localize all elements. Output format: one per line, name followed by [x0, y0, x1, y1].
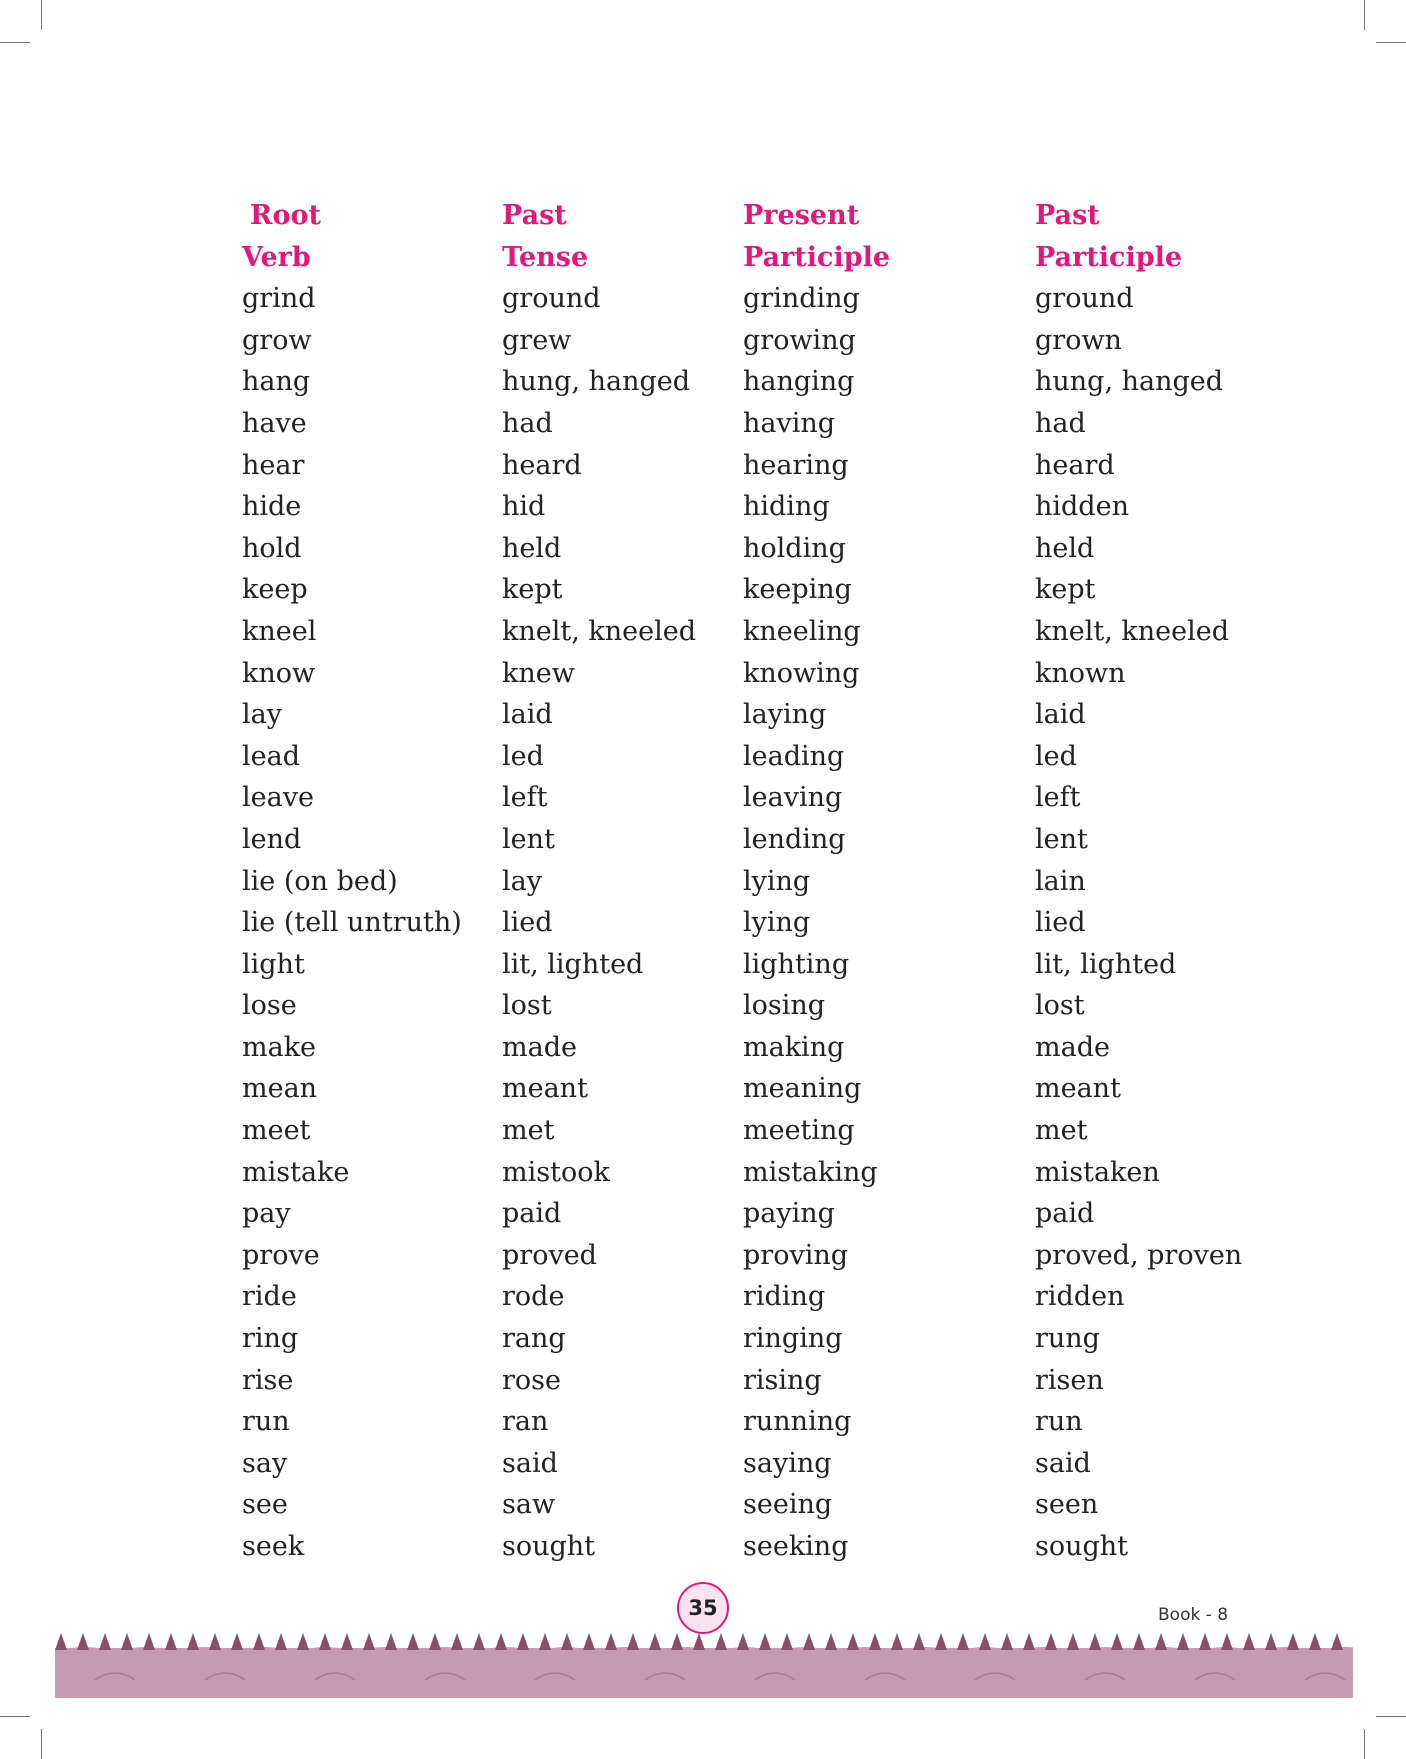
header-past-participle-line2: Participle: [1035, 241, 1183, 273]
past-tense-cell: knew: [502, 657, 575, 689]
present-participle-cell: mistaking: [743, 1156, 878, 1188]
present-participle-cell: laying: [743, 699, 827, 731]
tree-icon: [583, 1633, 595, 1650]
table-row: [242, 569, 1272, 611]
past-participle-cell: led: [1035, 740, 1077, 772]
tree-icon: [77, 1633, 89, 1650]
root-verb-cell: seek: [242, 1531, 305, 1562]
root-verb-cell: prove: [242, 1239, 320, 1271]
present-participle-cell: knowing: [743, 657, 860, 689]
root-verb-cell: see: [242, 1489, 288, 1521]
tree-icon: [693, 1633, 705, 1650]
tree-icon: [1111, 1633, 1123, 1650]
tree-icon: [143, 1633, 155, 1650]
present-participle-cell: meeting: [743, 1115, 855, 1147]
present-participle-cell: lying: [743, 865, 811, 897]
past-participle-cell: kept: [1035, 574, 1096, 606]
tree-icon: [1243, 1633, 1255, 1650]
table-header-row-2: [242, 237, 1272, 279]
root-verb-cell: lay: [242, 699, 282, 731]
tree-icon: [1265, 1633, 1277, 1650]
past-participle-cell: left: [1035, 782, 1081, 814]
table-row: [242, 486, 1272, 528]
past-participle-cell: hidden: [1035, 491, 1129, 523]
crop-mark: [41, 1729, 42, 1759]
table-row: [242, 528, 1272, 570]
past-participle-cell: run: [1035, 1406, 1083, 1438]
past-tense-cell: lost: [502, 990, 552, 1022]
past-tense-cell: hid: [502, 491, 546, 523]
past-participle-cell: meant: [1035, 1073, 1121, 1105]
table-row: [242, 1027, 1272, 1069]
past-tense-cell: grew: [502, 324, 572, 356]
tree-icon: [1199, 1633, 1211, 1650]
tree-icon: [935, 1633, 947, 1650]
tree-icon: [627, 1633, 639, 1650]
table-row: [242, 1526, 1272, 1568]
tree-icon: [1309, 1633, 1321, 1650]
table-row: [242, 1110, 1272, 1152]
past-tense-cell: rode: [502, 1281, 565, 1313]
past-tense-cell: held: [502, 532, 562, 564]
past-participle-cell: lied: [1035, 907, 1086, 939]
crop-mark: [1376, 42, 1406, 43]
tree-icon: [1155, 1633, 1167, 1650]
header-root-line2: Verb: [242, 241, 311, 273]
tree-icon: [561, 1633, 573, 1650]
root-verb-cell: make: [242, 1031, 317, 1063]
tree-icon: [715, 1633, 727, 1650]
hill-ridge: [55, 1647, 1353, 1698]
present-participle-cell: saying: [743, 1447, 832, 1479]
crop-mark: [1364, 0, 1365, 30]
table-row: [242, 1401, 1272, 1443]
past-participle-cell: sought: [1035, 1531, 1129, 1562]
tree-icon: [55, 1633, 67, 1650]
root-verb-cell: lead: [242, 740, 300, 772]
header-root-line1: Root: [250, 200, 321, 231]
tree-icon: [891, 1633, 903, 1650]
past-participle-cell: met: [1035, 1115, 1088, 1147]
past-tense-cell: lit, lighted: [502, 948, 644, 980]
root-verb-cell: mean: [242, 1073, 318, 1105]
table-row: [242, 403, 1272, 445]
root-verb-cell: light: [242, 948, 305, 980]
past-tense-cell: met: [502, 1115, 555, 1147]
past-participle-cell: laid: [1035, 699, 1086, 731]
root-verb-cell: hang: [242, 366, 311, 398]
tree-icon: [539, 1633, 551, 1650]
present-participle-cell: meaning: [743, 1073, 862, 1105]
tree-icon: [957, 1633, 969, 1650]
present-participle-cell: kneeling: [743, 615, 861, 647]
present-participle-cell: losing: [743, 990, 826, 1022]
header-present-participle-line1: Present: [743, 200, 860, 231]
past-tense-cell: lied: [502, 907, 553, 939]
past-tense-cell: sought: [502, 1531, 596, 1562]
tree-icon: [1331, 1633, 1343, 1650]
tree-icon: [209, 1633, 221, 1650]
crop-mark: [0, 1716, 30, 1717]
present-participle-cell: leading: [743, 740, 845, 772]
tree-icon: [869, 1633, 881, 1650]
tree-icon: [825, 1633, 837, 1650]
root-verb-cell: hold: [242, 532, 302, 564]
root-verb-cell: say: [242, 1447, 288, 1479]
tree-icon: [385, 1633, 397, 1650]
root-verb-cell: lie (tell untruth): [242, 907, 462, 939]
root-verb-cell: lose: [242, 990, 297, 1022]
past-participle-cell: lost: [1035, 990, 1085, 1022]
table-row: [242, 944, 1272, 986]
page-number: 35: [688, 1596, 718, 1620]
present-participle-cell: proving: [743, 1239, 849, 1271]
past-tense-cell: had: [502, 407, 553, 439]
past-tense-cell: kept: [502, 574, 563, 606]
past-participle-cell: hung, hanged: [1035, 366, 1224, 398]
past-participle-cell: mistaken: [1035, 1156, 1160, 1188]
tree-icon: [1089, 1633, 1101, 1650]
table-row: [242, 361, 1272, 403]
past-tense-cell: hung, hanged: [502, 366, 691, 398]
table-row: [242, 736, 1272, 778]
tree-icon: [1177, 1633, 1189, 1650]
root-verb-cell: run: [242, 1406, 290, 1438]
present-participle-cell: running: [743, 1406, 852, 1438]
past-participle-cell: known: [1035, 657, 1126, 689]
tree-icon: [803, 1633, 815, 1650]
root-verb-cell: meet: [242, 1115, 311, 1147]
tree-icon: [495, 1633, 507, 1650]
header-past-participle-line1: Past: [1035, 200, 1100, 231]
present-participle-cell: lying: [743, 907, 811, 939]
table-row: [242, 1193, 1272, 1235]
present-participle-cell: having: [743, 407, 836, 439]
table-row: [242, 1360, 1272, 1402]
past-participle-cell: risen: [1035, 1364, 1104, 1396]
past-tense-cell: rose: [502, 1364, 561, 1396]
past-tense-cell: ground: [502, 283, 601, 315]
table-row: [242, 1152, 1272, 1194]
past-participle-cell: held: [1035, 532, 1095, 564]
past-participle-cell: ground: [1035, 283, 1134, 315]
tree-icon: [1287, 1633, 1299, 1650]
table-row: [242, 1068, 1272, 1110]
root-verb-cell: hear: [242, 449, 305, 481]
root-verb-cell: kneel: [242, 615, 317, 647]
tree-icon: [605, 1633, 617, 1650]
tree-icon: [737, 1633, 749, 1650]
tree-icon: [759, 1633, 771, 1650]
root-verb-cell: know: [242, 657, 316, 689]
past-tense-cell: said: [502, 1447, 558, 1479]
tree-icon: [231, 1633, 243, 1650]
root-verb-cell: rise: [242, 1364, 294, 1396]
table-row: [242, 1235, 1272, 1277]
present-participle-cell: growing: [743, 324, 856, 356]
tree-icon: [341, 1633, 353, 1650]
past-participle-cell: lit, lighted: [1035, 948, 1177, 980]
past-participle-cell: seen: [1035, 1489, 1099, 1521]
root-verb-cell: lend: [242, 823, 302, 855]
past-participle-cell: lent: [1035, 823, 1088, 855]
past-participle-cell: grown: [1035, 324, 1122, 356]
book-label: Book - 8: [1158, 1605, 1229, 1625]
tree-icon: [1023, 1633, 1035, 1650]
past-tense-cell: mistook: [502, 1156, 610, 1188]
past-participle-cell: proved, proven: [1035, 1239, 1243, 1271]
root-verb-cell: mistake: [242, 1156, 350, 1188]
root-verb-cell: have: [242, 407, 307, 439]
past-participle-cell: ridden: [1035, 1281, 1125, 1313]
tree-icon: [99, 1633, 111, 1650]
table-row: [242, 902, 1272, 944]
tree-icon: [979, 1633, 991, 1650]
tree-icon: [363, 1633, 375, 1650]
tree-icon: [121, 1633, 133, 1650]
present-participle-cell: lending: [743, 823, 846, 855]
root-verb-cell: ride: [242, 1281, 297, 1313]
past-tense-cell: led: [502, 740, 544, 772]
present-participle-cell: seeing: [743, 1489, 833, 1521]
root-verb-cell: hide: [242, 491, 302, 523]
present-participle-cell: seeking: [743, 1531, 849, 1562]
present-participle-cell: hearing: [743, 449, 849, 481]
tree-icon: [407, 1633, 419, 1650]
table-body: [242, 278, 1272, 1567]
tree-icon: [1067, 1633, 1079, 1650]
past-participle-cell: paid: [1035, 1198, 1095, 1230]
root-verb-cell: grind: [242, 283, 316, 315]
tree-icon: [319, 1633, 331, 1650]
present-participle-cell: keeping: [743, 574, 852, 606]
table-row: [242, 1484, 1272, 1526]
tree-icon: [187, 1633, 199, 1650]
verb-forms-table: [242, 195, 1272, 1568]
table-row: [242, 985, 1272, 1027]
tree-icon: [1001, 1633, 1013, 1650]
header-past-tense-line1: Past: [502, 200, 567, 231]
tree-icon: [1221, 1633, 1233, 1650]
present-participle-cell: paying: [743, 1198, 835, 1230]
tree-icon: [781, 1633, 793, 1650]
table-row: [242, 1443, 1272, 1485]
crop-mark: [41, 0, 42, 30]
page-number-badge: [677, 1582, 729, 1634]
present-participle-cell: hanging: [743, 366, 855, 398]
past-tense-cell: left: [502, 782, 548, 814]
table-row: [242, 611, 1272, 653]
table-row: [242, 819, 1272, 861]
table-row: [242, 861, 1272, 903]
tree-icon: [297, 1633, 309, 1650]
tree-icon: [847, 1633, 859, 1650]
tree-icon: [671, 1633, 683, 1650]
past-participle-cell: lain: [1035, 865, 1086, 897]
past-tense-cell: saw: [502, 1489, 556, 1521]
present-participle-cell: rising: [743, 1364, 822, 1396]
table-row: [242, 777, 1272, 819]
past-tense-cell: proved: [502, 1239, 597, 1271]
table-row: [242, 278, 1272, 320]
header-past-tense-line2: Tense: [502, 241, 589, 273]
crop-mark: [0, 42, 30, 43]
past-tense-cell: lay: [502, 865, 542, 897]
present-participle-cell: lighting: [743, 948, 850, 980]
present-participle-cell: grinding: [743, 283, 860, 315]
root-verb-cell: ring: [242, 1323, 299, 1355]
past-tense-cell: heard: [502, 449, 582, 481]
past-participle-cell: had: [1035, 407, 1086, 439]
tree-icon: [165, 1633, 177, 1650]
present-participle-cell: riding: [743, 1281, 826, 1313]
present-participle-cell: making: [743, 1031, 845, 1063]
past-participle-cell: heard: [1035, 449, 1115, 481]
table-row: [242, 694, 1272, 736]
table-row: [242, 1318, 1272, 1360]
root-verb-cell: lie (on bed): [242, 865, 398, 897]
past-participle-cell: knelt, kneeled: [1035, 615, 1229, 647]
header-present-participle-line2: Participle: [743, 241, 891, 273]
past-tense-cell: ran: [502, 1406, 549, 1438]
past-participle-cell: said: [1035, 1447, 1091, 1479]
root-verb-cell: grow: [242, 324, 312, 356]
root-verb-cell: pay: [242, 1198, 291, 1230]
table-header-row-1: [242, 195, 1272, 237]
past-tense-cell: made: [502, 1031, 577, 1063]
table-row: [242, 445, 1272, 487]
past-tense-cell: laid: [502, 699, 553, 731]
present-participle-cell: hiding: [743, 491, 830, 523]
tree-icon: [253, 1633, 265, 1650]
table-row: [242, 653, 1272, 695]
present-participle-cell: leaving: [743, 782, 843, 814]
tree-icon: [649, 1633, 661, 1650]
past-participle-cell: rung: [1035, 1323, 1100, 1355]
tree-icon: [1045, 1633, 1057, 1650]
tree-icon: [451, 1633, 463, 1650]
tree-icon: [275, 1633, 287, 1650]
past-tense-cell: paid: [502, 1198, 562, 1230]
past-participle-cell: made: [1035, 1031, 1110, 1063]
past-tense-cell: meant: [502, 1073, 588, 1105]
table-row: [242, 320, 1272, 362]
crop-mark: [1376, 1716, 1406, 1717]
tree-icon: [517, 1633, 529, 1650]
tree-icon: [1133, 1633, 1145, 1650]
tree-icon: [429, 1633, 441, 1650]
past-tense-cell: rang: [502, 1323, 566, 1355]
table-row: [242, 1276, 1272, 1318]
past-tense-cell: lent: [502, 823, 555, 855]
present-participle-cell: ringing: [743, 1323, 843, 1355]
crop-mark: [1364, 1729, 1365, 1759]
past-tense-cell: knelt, kneeled: [502, 615, 696, 647]
present-participle-cell: holding: [743, 532, 846, 564]
root-verb-cell: leave: [242, 782, 314, 814]
tree-icon: [913, 1633, 925, 1650]
root-verb-cell: keep: [242, 574, 308, 606]
tree-icon: [473, 1633, 485, 1650]
